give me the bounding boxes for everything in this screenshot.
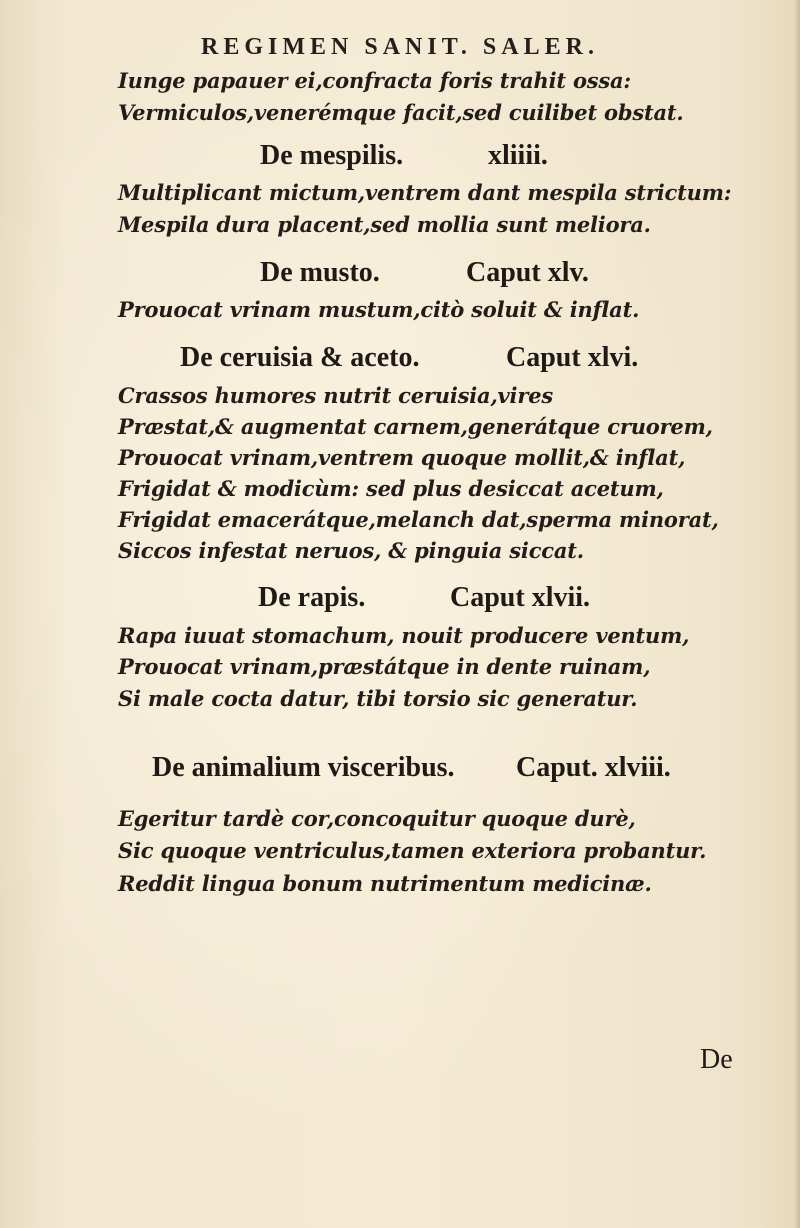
catchword: De [700, 1044, 733, 1075]
verse-line: Reddit lingua bonum nutrimentum medicinæ. [118, 871, 652, 896]
verse-line: Rapa iuuat stomachum, nouit producere ventum, [118, 623, 690, 648]
verse-line: Sic quoque ventriculus,tamen exteriora probantur. [118, 838, 707, 863]
verse-line: Vermiculos,venerémque facit,sed cuilibet obstat. [118, 100, 684, 125]
caput-number: Caput xlvi. [506, 342, 639, 373]
section-title: De ceruisia & aceto. [180, 342, 420, 373]
section-title: De mespilis. [260, 140, 404, 171]
caput-number: Caput xlvii. [450, 582, 591, 613]
verse-line: Siccos infestat neruos, & pinguia siccat. [118, 538, 584, 563]
verse-line: Præstat,& augmentat carnem,generátque cruorem, [118, 414, 713, 439]
caput-number: xliiii. [488, 140, 548, 171]
verse-line: Egeritur tardè cor,concoquitur quoque durè, [118, 806, 636, 831]
verse-line: Frigidat emacerátque,melanch dat,sperma minorat, [118, 507, 719, 532]
section-title: De musto. [260, 257, 380, 288]
verse-line: Multiplicant mictum,ventrem dant mespila strictum: [118, 180, 732, 205]
caput-number: Caput. xlviii. [516, 752, 671, 783]
verse-line: Frigidat & modicùm: sed plus desiccat acetum, [118, 476, 664, 501]
verse-line: Prouocat vrinam mustum,citò soluit & inflat. [118, 297, 640, 322]
section-title: De rapis. [258, 582, 366, 613]
verse-line: Mespila dura placent,sed mollia sunt meliora. [118, 212, 651, 237]
verse-line: Crassos humores nutrit ceruisia,vires [118, 383, 553, 408]
running-head: REGIMEN SANIT. SALER. [201, 34, 599, 60]
page-edge [794, 0, 800, 1228]
verse-line: Iunge papauer ei,confracta foris trahit ossa: [118, 68, 631, 93]
verse-line: Prouocat vrinam,præstátque in dente ruinam, [118, 654, 651, 679]
verse-line: Prouocat vrinam,ventrem quoque mollit,& inflat, [118, 445, 686, 470]
verse-line: Si male cocta datur, tibi torsio sic generatur. [118, 686, 638, 711]
caput-number: Caput xlv. [466, 257, 589, 288]
section-title: De animalium visceribus. [152, 752, 455, 783]
